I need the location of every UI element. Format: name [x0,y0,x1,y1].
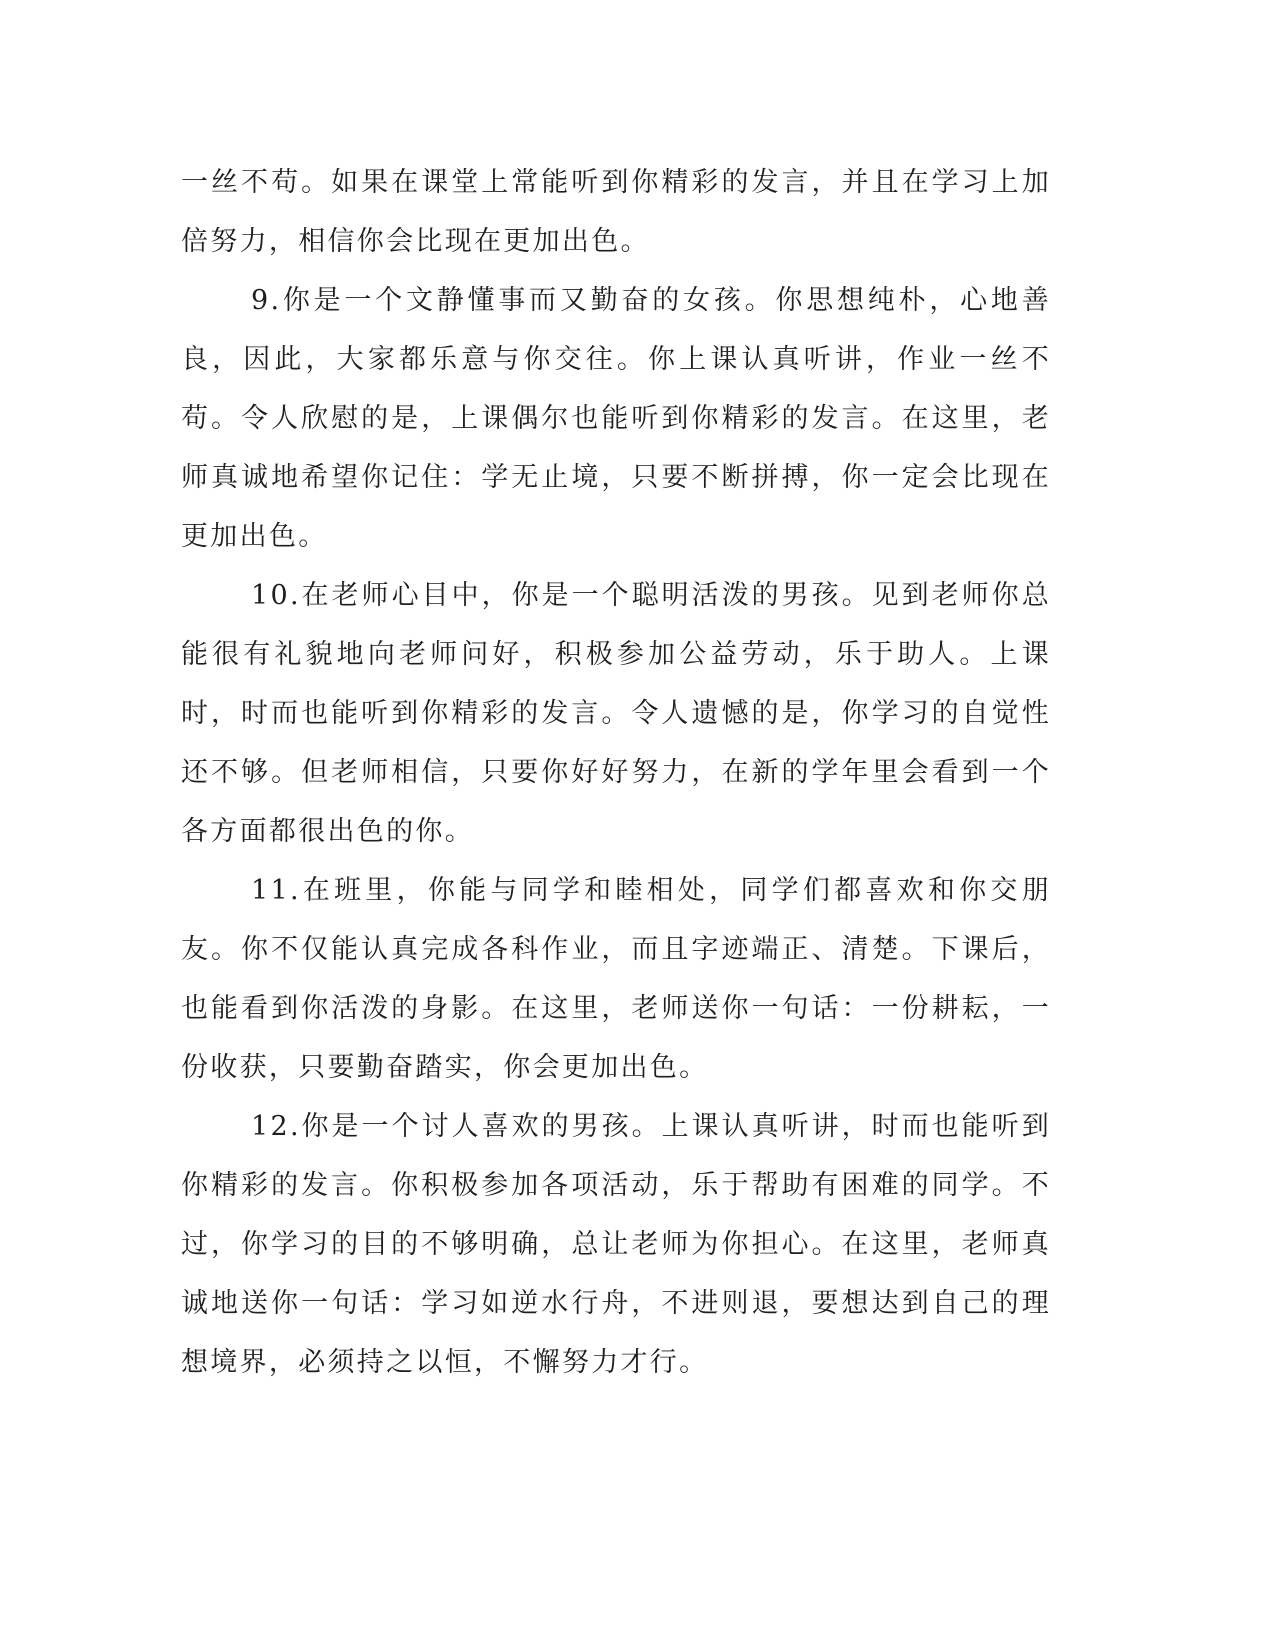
paragraph-continuation: 一丝不苟。如果在课堂上常能听到你精彩的发言，并且在学习上加倍努力，相信你会比现在更加出色。 [181,167,1051,257]
paragraph-comment-9: 9.你是一个文静懂事而又勤奋的女孩。你思想纯朴，心地善良，因此，大家都乐意与你交往。你上课认真听讲，作业一丝不苟。令人欣慰的是，上课偶尔也能听到你精彩的发言。在这里，老师真诚地希望你记住：学无止境，只要不断拼搏，你一定会比现在更加出色。 [181,285,1051,552]
paragraph-comment-10: 10.在老师心目中，你是一个聪明活泼的男孩。见到老师你总能很有礼貌地向老师问好，积极参加公益劳动，乐于助人。上课时，时而也能听到你精彩的发言。令人遗憾的是，你学习的自觉性还不够。但老师相信，只要你好好努力，在新的学年里会看到一个各方面都很出色的你。 [181,580,1051,847]
paragraph-comment-11: 11.在班里，你能与同学和睦相处，同学们都喜欢和你交朋友。你不仅能认真完成各科作业，而且字迹端正、清楚。下课后，也能看到你活泼的身影。在这里，老师送你一句话：一份耕耘，一份收获，只要勤奋踏实，你会更加出色。 [181,875,1051,1083]
document-body [181,153,1051,1392]
paragraph-comment-12: 12.你是一个讨人喜欢的男孩。上课认真听讲，时而也能听到你精彩的发言。你积极参加各项活动，乐于帮助有困难的同学。不过，你学习的目的不够明确，总让老师为你担心。在这里，老师真诚地送你一句话：学习如逆水行舟，不进则退，要想达到自己的理想境界，必须持之以恒，不懈努力才行。 [181,1111,1051,1378]
